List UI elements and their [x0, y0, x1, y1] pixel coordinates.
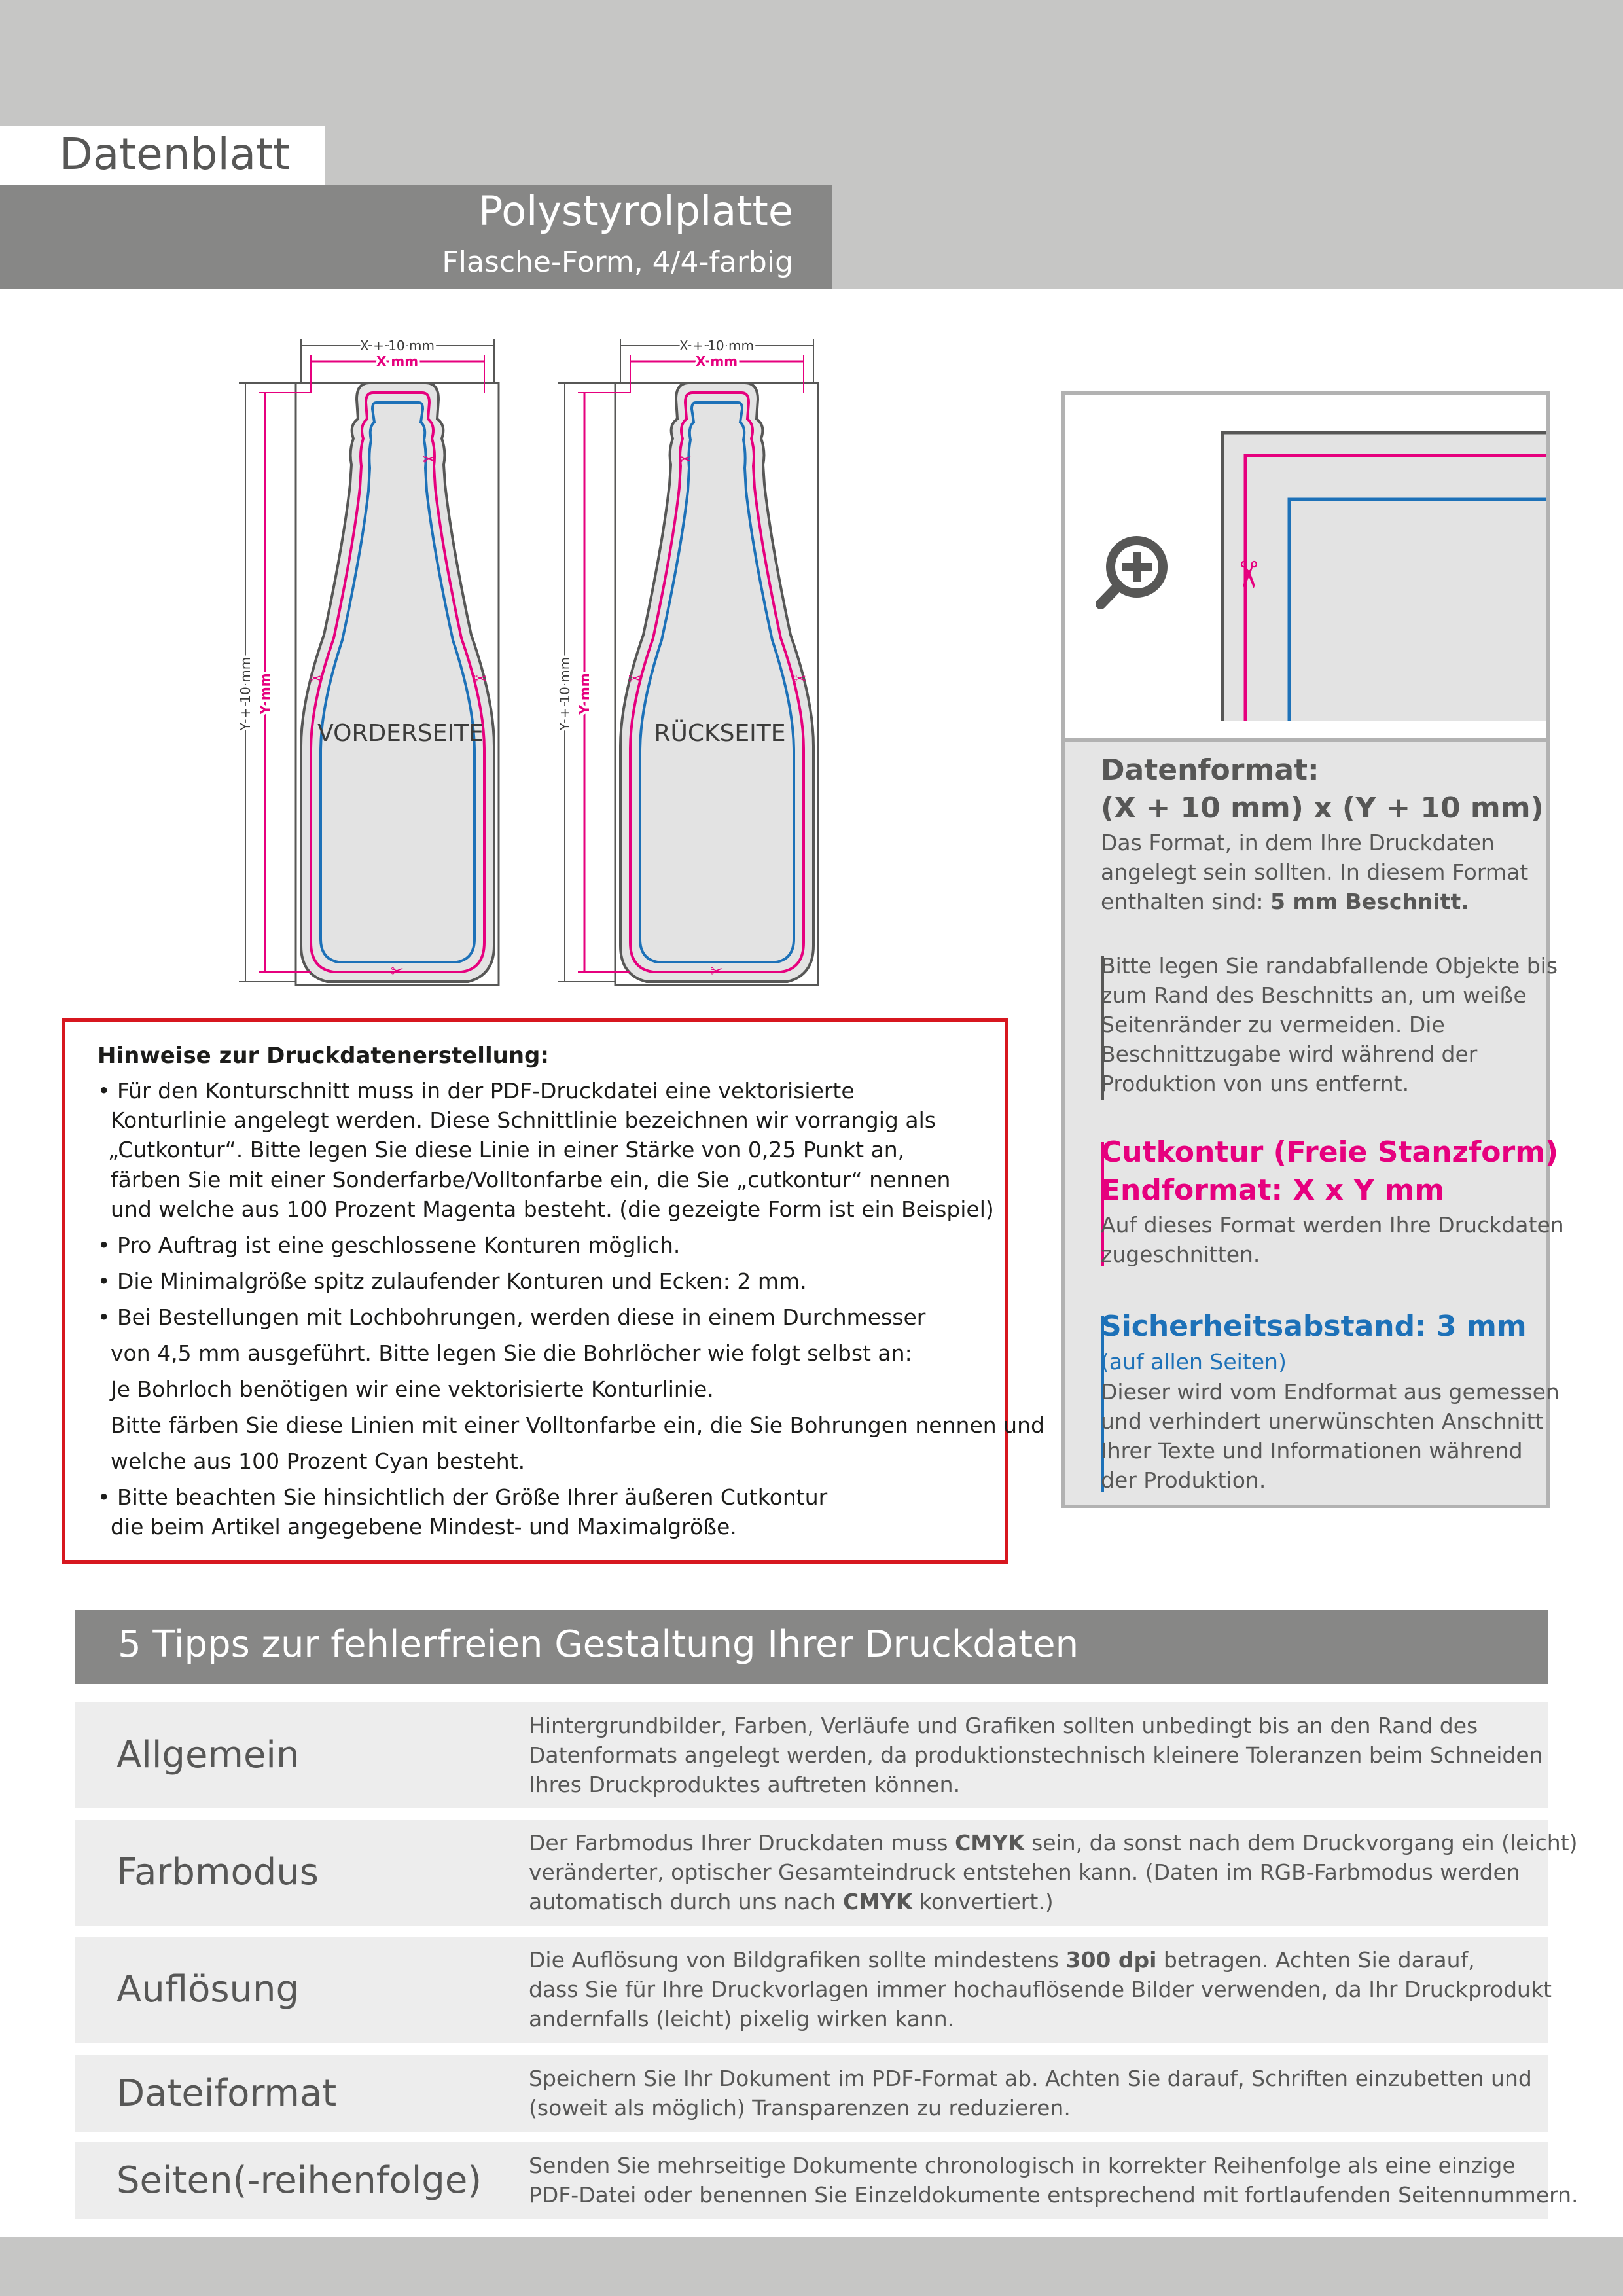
hint-line: von 4,5 mm ausgeführt. Bitte legen Sie die Bohrlöcher wie folgt selbst an:: [111, 1340, 912, 1366]
cut-format: Endformat: X x Y mm: [1101, 1174, 1445, 1207]
back-side-label: RÜCKSEITE: [654, 720, 786, 747]
hint-line: • Bitte beachten Sie hinsichtlich der Größe Ihrer äußeren Cutkontur: [98, 1484, 828, 1510]
product-subtitle: Flasche-Form, 4/4-farbig: [442, 245, 793, 279]
bleed-amount: 5 mm Beschnitt.: [1270, 889, 1469, 914]
hint-line: die beim Artikel angegebene Mindest- und Maximalgröße.: [111, 1514, 737, 1539]
doc-type-label: Datenblatt: [60, 129, 291, 179]
format-text: angelegt sein sollten. In diesem Format: [1101, 859, 1529, 885]
tip-text: Der Farbmodus Ihrer Druckdaten muss CMYK sein, da sonst nach dem Druckvorgang ein (leicht) veränderter, optischer Gesamteindruck entstehen kann. (Daten im RGB-Farbmodus werden automatisch durch uns nach CMYK konvertiert.): [529, 1830, 1578, 1914]
hint-line: • Die Minimalgröße spitz zulaufender Konturen und Ecken: 2 mm.: [98, 1268, 807, 1294]
hint-line: welche aus 100 Prozent Cyan besteht.: [111, 1448, 526, 1474]
hints-title: Hinweise zur Druckdatenerstellung:: [98, 1043, 549, 1069]
tip-row-farbmodus: [75, 1820, 1578, 1926]
y-outer-label: Y + 10 mm: [557, 656, 573, 731]
x-outer-label: X + 10 mm: [679, 338, 754, 353]
hint-line: Bitte färben Sie diese Linien mit einer Volltonfarbe ein, die Sie Bohrungen nennen und: [111, 1412, 1044, 1438]
scissors-icon: ✂: [628, 670, 642, 688]
tip-text: Senden Sie mehrseitige Dokumente chronologisch in korrekter Reihenfolge als eine einzige PDF-Datei oder benennen Sie Einzeldokumente entsprechend mit fortlaufenden Seitennummern.: [529, 2153, 1578, 2208]
doc-type-tab: [0, 126, 325, 185]
hint-line: • Pro Auftrag ist eine geschlossene Konturen möglich.: [98, 1232, 681, 1258]
scissors-icon: ✂: [308, 670, 323, 688]
tip-label: Seiten(-reihenfolge): [116, 2159, 482, 2202]
y-outer-label: Y + 10 mm: [238, 656, 253, 731]
tips-title: 5 Tipps zur fehlerfreien Gestaltung Ihrer Druckdaten: [118, 1623, 1079, 1666]
footer-band: [0, 2237, 1623, 2296]
format-text: enthalten sind: 5 mm Beschnitt.: [1101, 889, 1469, 914]
tip-text: Die Auflösung von Bildgrafiken sollte mindestens 300 dpi betragen. Achten Sie darauf, dass Sie für Ihre Druckvorlagen immer hochauflösende Bilder verwenden, da Ihr Druckprodukt andernfalls (leicht) pixelig wirken kann.: [529, 1947, 1552, 2032]
scissors-icon: ✂: [473, 670, 488, 688]
tip-text: Speichern Sie Ihr Dokument im PDF-Format ab. Achten Sie darauf, Schriften einzubetten und (soweit als möglich) Transparenzen zu reduzieren.: [529, 2066, 1532, 2121]
tip-row-dateiformat: [75, 2055, 1548, 2132]
scissors-icon: ✂: [390, 962, 404, 980]
safety-title: Sicherheitsabstand: 3 mm: [1101, 1310, 1527, 1343]
safety-text: Dieser wird vom Endformat aus gemessen und verhindert unerwünschten Anschnitt Ihrer Texte und Informationen während der Produktion.: [1101, 1379, 1560, 1493]
format-info-panel: [1061, 391, 1564, 1508]
x-inner-label: X mm: [695, 353, 738, 369]
format-value: (X + 10 mm) x (Y + 10 mm): [1101, 791, 1544, 825]
hint-line: • Für den Konturschnitt muss in der PDF-Druckdatei eine vektorisierte: [98, 1078, 855, 1103]
hint-line: färben Sie mit einer Sonderfarbe/Volltonfarbe ein, die Sie „cutkontur“ nennen: [111, 1167, 951, 1193]
tip-label: Allgemein: [116, 1734, 300, 1776]
hint-line: „Cutkontur“. Bitte legen Sie diese Linie in einer Stärke von 0,25 Punkt an,: [108, 1137, 905, 1162]
hint-line: Je Bohrloch benötigen wir eine vektorisierte Konturlinie.: [111, 1376, 714, 1402]
print-hints-box: [62, 1018, 1044, 1564]
tip-text: Hintergrundbilder, Farben, Verläufe und Grafiken sollten unbedingt bis an den Rand des Datenformats angelegt werden, da produktionstechnisch kleinere Toleranzen beim Schneiden Ihres Druckproduktes auftreten können.: [529, 1713, 1543, 1797]
tip-label: Dateiformat: [116, 2072, 337, 2115]
cut-title: Cutkontur (Freie Stanzform): [1101, 1136, 1559, 1169]
tip-label: Farbmodus: [116, 1851, 319, 1893]
format-title: Datenformat:: [1101, 753, 1319, 787]
hint-line: Konturlinie angelegt werden. Diese Schnittlinie bezeichnen wir vorrangig als: [111, 1107, 936, 1133]
scissors-icon: ✂: [1226, 559, 1269, 590]
zoom-in-icon: [1101, 541, 1163, 604]
scissors-icon: ✂: [678, 450, 692, 469]
tips-header: [75, 1610, 1548, 1684]
hint-line: und welche aus 100 Prozent Magenta besteht. (die gezeigte Form ist ein Beispiel): [111, 1196, 994, 1222]
scissors-icon: ✂: [793, 670, 807, 688]
front-side-label: VORDERSEITE: [317, 720, 484, 747]
safety-sub: (auf allen Seiten): [1101, 1349, 1287, 1374]
corner-detail-graphic: [1065, 395, 1546, 738]
cut-text: Auf dieses Format werden Ihre Druckdaten zugeschnitten.: [1101, 1212, 1564, 1267]
tip-row-aufloesung: [75, 1937, 1552, 2043]
tip-row-allgemein: [75, 1702, 1548, 1808]
x-outer-label: X + 10 mm: [360, 338, 435, 353]
zoom-detail: [1065, 395, 1546, 742]
tip-label: Auflösung: [116, 1968, 300, 2011]
product-title-bar: [0, 185, 832, 289]
y-inner-label: Y mm: [577, 673, 592, 715]
x-inner-label: X mm: [376, 353, 419, 369]
back-bottle-diagram: [555, 327, 921, 995]
product-title: Polystyrolplatte: [478, 187, 793, 235]
tip-row-seiten: [75, 2142, 1578, 2219]
scissors-icon: ✂: [709, 962, 724, 980]
hint-line: • Bei Bestellungen mit Lochbohrungen, werden diese in einem Durchmesser: [98, 1304, 926, 1330]
bleed-text: Bitte legen Sie randabfallende Objekte bis zum Rand des Beschnitts an, um weiße Seitenränder zu vermeiden. Die Beschnittzugabe wird während der Produktion von uns entfernt.: [1101, 953, 1558, 1096]
format-text: Das Format, in dem Ihre Druckdaten: [1101, 830, 1495, 855]
y-inner-label: Y mm: [257, 673, 273, 715]
scissors-icon: ✂: [422, 450, 437, 469]
front-bottle-diagram: [236, 327, 602, 995]
